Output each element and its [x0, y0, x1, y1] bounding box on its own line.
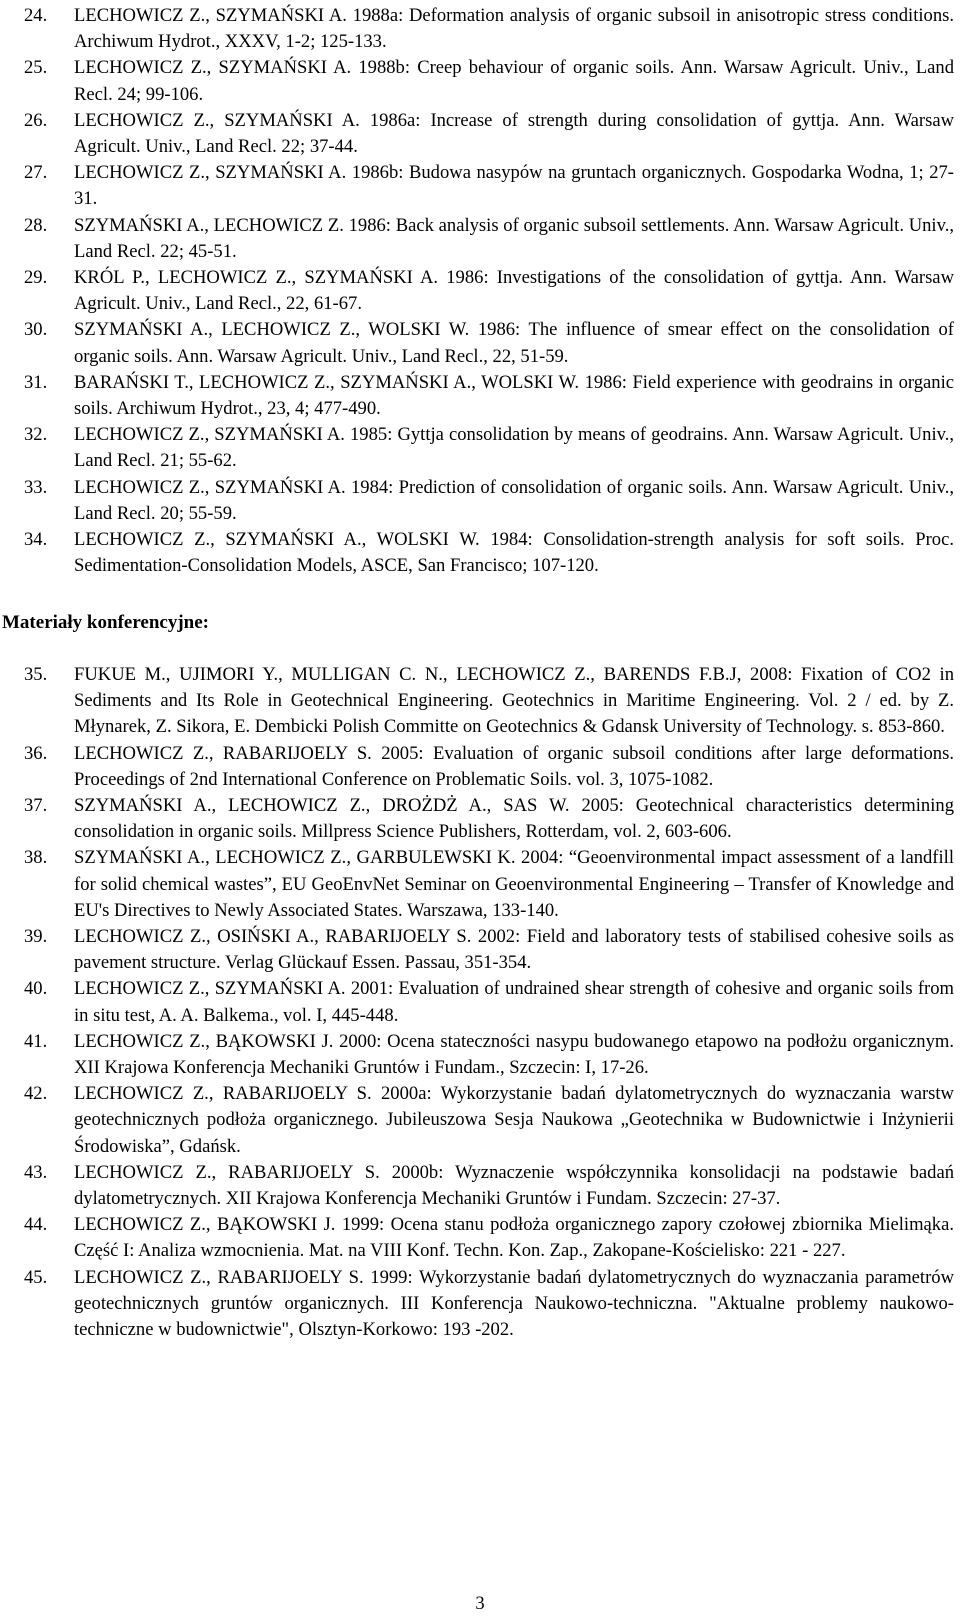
reference-text: LECHOWICZ Z., RABARIJOELY S. 2000a: Wykorzystanie badań dylatometrycznych do wyznaczania warstw geotechnicznych podłoża organicznego. Jubileuszowa Sesja Naukowa „Geotechnika w Budownictwie i Inżynierii Środowiska”, Gdańsk. — [74, 1083, 954, 1157]
reference-number: 44. — [24, 1214, 48, 1236]
reference-number: 42. — [24, 1083, 48, 1105]
reference-text: LECHOWICZ Z., SZYMAŃSKI A. 1988a: Deformation analysis of organic subsoil in anisotropic stress conditions. Archiwum Hydrot., XXXV, 1-2; 125-133. — [74, 5, 954, 53]
reference-item — [24, 1212, 954, 1264]
reference-item — [24, 976, 954, 1028]
reference-number: 24. — [24, 5, 48, 26]
reference-item — [24, 3, 954, 55]
reference-item — [24, 1265, 954, 1344]
reference-number: 31. — [24, 371, 48, 393]
reference-item — [24, 793, 954, 845]
reference-text: SZYMAŃSKI A., LECHOWICZ Z. 1986: Back analysis of organic subsoil settlements. Ann. Warsaw Agricult. Univ., Land Recl. 22; 45-51. — [74, 214, 954, 262]
reference-number: 29. — [24, 267, 48, 289]
reference-item — [24, 527, 954, 579]
reference-text: LECHOWICZ Z., OSIŃSKI A., RABARIJOELY S. 2002: Field and laboratory tests of stabilised cohesive soils as pavement structure. Verlag Glückauf Essen. Passau, 351-354. — [74, 926, 954, 974]
reference-item — [24, 1029, 954, 1081]
reference-text: LECHOWICZ Z., SZYMAŃSKI A. 1985: Gyttja consolidation by means of geodrains. Ann. Warsaw Agricult. Univ., Land Recl. 21; 55-62. — [74, 424, 954, 472]
section-heading-conference: Materiały konferencyjne: — [2, 612, 210, 633]
reference-item — [24, 317, 954, 369]
reference-number: 40. — [24, 978, 48, 1000]
reference-number: 34. — [24, 529, 48, 551]
reference-item — [24, 108, 954, 160]
reference-text: LECHOWICZ Z., SZYMAŃSKI A. 1986a: Increase of strength during consolidation of gyttja. Ann. Warsaw Agricult. Univ., Land Recl. 22; 37-44. — [74, 109, 954, 158]
reference-text: KRÓL P., LECHOWICZ Z., SZYMAŃSKI A. 1986: Investigations of the consolidation of gyttja. Ann. Warsaw Agricult. Univ., Land Recl., 22, 61-67. — [74, 267, 954, 315]
reference-number: 28. — [24, 214, 48, 236]
reference-number: 37. — [24, 795, 48, 817]
reference-text: FUKUE M., UJIMORI Y., MULLIGAN C. N., LECHOWICZ Z., BARENDS F.B.J, 2008: Fixation of CO2 in Sediments and Its Role in Geotechnical Engineering. Geotechnics in Maritime Engineering. Vol. 2 / ed. by Z. Młynarek, Z. Sikora, E. Dembicki Polish Committe on Geotechnics & Gdansk University of Technology. s. 853-860. — [74, 664, 954, 738]
reference-item — [24, 422, 954, 474]
reference-text: BARAŃSKI T., LECHOWICZ Z., SZYMAŃSKI A., WOLSKI W. 1986: Field experience with geodrains in organic soils. Archiwum Hydrot., 23, 4; 477-490. — [74, 371, 954, 420]
reference-text: LECHOWICZ Z., SZYMAŃSKI A. 1984: Prediction of consolidation of organic soils. Ann. Warsaw Agricult. Univ., Land Recl. 20; 55-59. — [74, 476, 954, 524]
reference-number: 45. — [24, 1266, 48, 1288]
reference-item — [24, 213, 954, 265]
reference-text: LECHOWICZ Z., BĄKOWSKI J. 2000: Ocena stateczności nasypu budowanego etapowo na podłożu organicznym. XII Krajowa Konferencja Mechaniki Gruntów i Fundam., Szczecin: I, 17-26. — [74, 1030, 954, 1079]
reference-number: 25. — [24, 57, 48, 79]
reference-item — [24, 1160, 954, 1212]
reference-number: 36. — [24, 742, 48, 764]
reference-text: LECHOWICZ Z., BĄKOWSKI J. 1999: Ocena stanu podłoża organicznego zapory czołowej zbiornika Mielimąka. Część I: Analiza wzmocnienia. Mat. na VIII Konf. Techn. Kon. Zap., Zakopane-Kościelisko: 221 - 227. — [74, 1214, 954, 1262]
reference-text: SZYMAŃSKI A., LECHOWICZ Z., GARBULEWSKI K. 2004: “Geoenvironmental impact assessment of a landfill for solid chemical wastes”, EU GeoEnvNet Seminar on Geoenvironmental Engineering – Transfer of Knowledge and EU's Directives to Newly Associated States. Warszawa, 133-140. — [74, 847, 954, 921]
reference-list-publications — [24, 3, 954, 579]
reference-number: 39. — [24, 926, 48, 948]
reference-number: 35. — [24, 664, 48, 685]
reference-text: LECHOWICZ Z., SZYMAŃSKI A., WOLSKI W. 1984: Consolidation-strength analysis for soft soils. Proc. Sedimentation-Consolidation Models, ASCE, San Francisco; 107-120. — [74, 529, 954, 577]
reference-number: 27. — [24, 162, 48, 184]
reference-item — [24, 55, 954, 107]
reference-item — [24, 924, 954, 976]
reference-text: LECHOWICZ Z., RABARIJOELY S. 1999: Wykorzystanie badań dylatometrycznych do wyznaczania parametrów geotechnicznych gruntów organicznych. III Konferencja Naukowo-techniczna. "Aktualne problemy naukowo-techniczne w budownictwie", Olsztyn-Korkowo: 193 -202. — [74, 1266, 954, 1341]
reference-item — [24, 475, 954, 527]
reference-number: 38. — [24, 847, 48, 869]
reference-number: 30. — [24, 319, 48, 341]
reference-text: LECHOWICZ Z., SZYMAŃSKI A. 2001: Evaluation of undrained shear strength of cohesive and organic soils from in situ test, A. A. Balkema., vol. I, 445-448. — [74, 978, 954, 1026]
reference-text: SZYMAŃSKI A., LECHOWICZ Z., DROŻDŻ A., SAS W. 2005: Geotechnical characteristics determining consolidation in organic soils. Millpress Science Publishers, Rotterdam, vol. 2, 603-606. — [74, 795, 954, 843]
reference-number: 33. — [24, 476, 48, 498]
reference-item — [24, 265, 954, 317]
reference-item — [24, 1081, 954, 1160]
reference-number: 43. — [24, 1161, 48, 1183]
reference-item — [24, 662, 954, 741]
reference-number: 26. — [24, 109, 48, 131]
reference-item — [24, 845, 954, 924]
reference-item — [24, 160, 954, 212]
reference-text: SZYMAŃSKI A., LECHOWICZ Z., WOLSKI W. 1986: The influence of smear effect on the consolidation of organic soils. Ann. Warsaw Agricult. Univ., Land Recl., 22, 51-59. — [74, 319, 954, 367]
reference-text: LECHOWICZ Z., RABARIJOELY S. 2000b: Wyznaczenie współczynnika konsolidacji na podstawie badań dylatometrycznych. XII Krajowa Konferencja Mechaniki Gruntów i Fundam. Szczecin: 27-37. — [74, 1161, 954, 1210]
reference-number: 32. — [24, 424, 48, 446]
reference-item — [24, 741, 954, 793]
reference-list-conference — [24, 662, 954, 1343]
reference-text: LECHOWICZ Z., SZYMAŃSKI A. 1986b: Budowa nasypów na gruntach organicznych. Gospodarka Wodna, 1; 27-31. — [74, 162, 954, 210]
reference-text: LECHOWICZ Z., SZYMAŃSKI A. 1988b: Creep behaviour of organic soils. Ann. Warsaw Agricult. Univ., Land Recl. 24; 99-106. — [74, 57, 954, 105]
reference-text: LECHOWICZ Z., RABARIJOELY S. 2005: Evaluation of organic subsoil conditions after large deformations. Proceedings of 2nd International Conference on Problematic Soils. vol. 3, 1075-1082. — [74, 742, 954, 790]
page-number: 3 — [475, 1593, 485, 1614]
reference-item — [24, 370, 954, 422]
reference-number: 41. — [24, 1030, 48, 1052]
